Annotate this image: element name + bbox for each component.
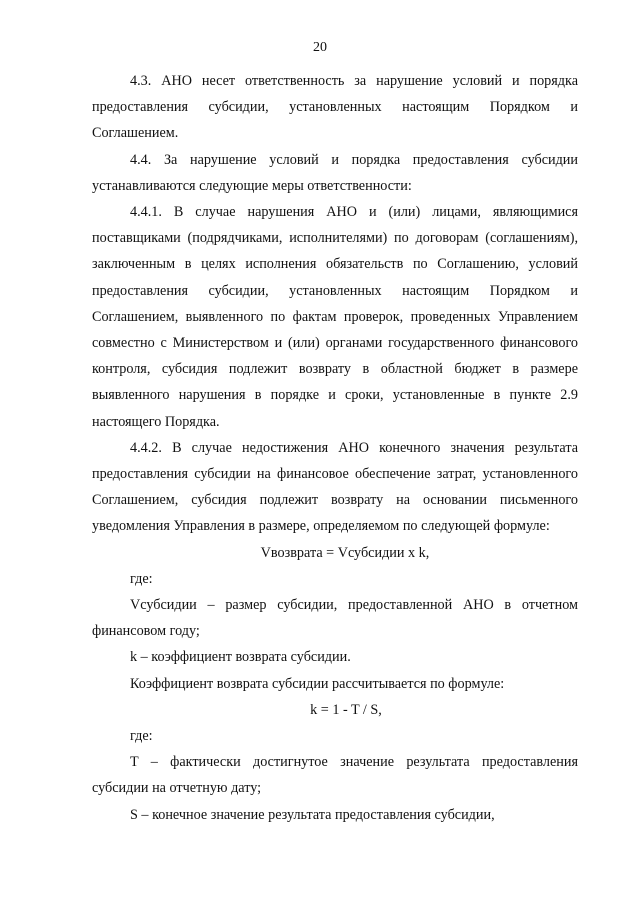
definition-t: T – фактически достигнутое значение результата предоставления субсидии на отчетную дату; — [92, 754, 578, 797]
paragraph-4-4-1: 4.4.1. В случае нарушения АНО и (или) лицами, являющимися поставщиками (подрядчиками, исполнителями) по договорам (соглашениям), заключенным в целях исполнения обязательств по Соглашению, условий предоставления субсидии, установленных настоящим Порядком и Соглашением, выявленного по фактам проверок, проведенных Управлением совместно с Министерством и (или) органами государственного финансового контроля, субсидия подлежит возврату в областной бюджет в размере выявленного нарушения в порядке и сроки, установленные в пункте 2.9 настоящего Порядка. — [92, 204, 578, 430]
where-label-1: где: — [130, 570, 153, 587]
where-label-2: где: — [130, 728, 153, 745]
formula-refund-volume: Vвозврата = Vсубсидии x k, — [260, 544, 430, 561]
formula-k: k = 1 - T / S, — [310, 701, 382, 718]
definition-v-subsidy: Vсубсидии – размер субсидии, предоставленной АНО в отчетном финансовом году; — [92, 597, 578, 640]
paragraph-4-4-2: 4.4.2. В случае недостижения АНО конечного значения результата предоставления субсидии на финансовое обеспечение затрат, установленного Соглашением, субсидия подлежит возврату на основании письменного уведомления Управления в размере, определяемом по следующей формуле: — [92, 439, 578, 535]
paragraph-4-3: 4.3. АНО несет ответственность за нарушение условий и порядка предоставления субсидии, установленных настоящим Порядком и Соглашением. — [92, 73, 578, 142]
page-number: 20 — [313, 40, 327, 55]
k-formula-intro: Коэффициент возврата субсидии рассчитывается по формуле: — [130, 675, 505, 692]
document-body — [92, 68, 578, 828]
definition-k: k – коэффициент возврата субсидии. — [130, 649, 351, 666]
paragraph-4-4: 4.4. За нарушение условий и порядка предоставления субсидии устанавливаются следующие меры ответственности: — [92, 151, 578, 194]
definition-s: S – конечное значение результата предоставления субсидии, — [130, 806, 495, 823]
